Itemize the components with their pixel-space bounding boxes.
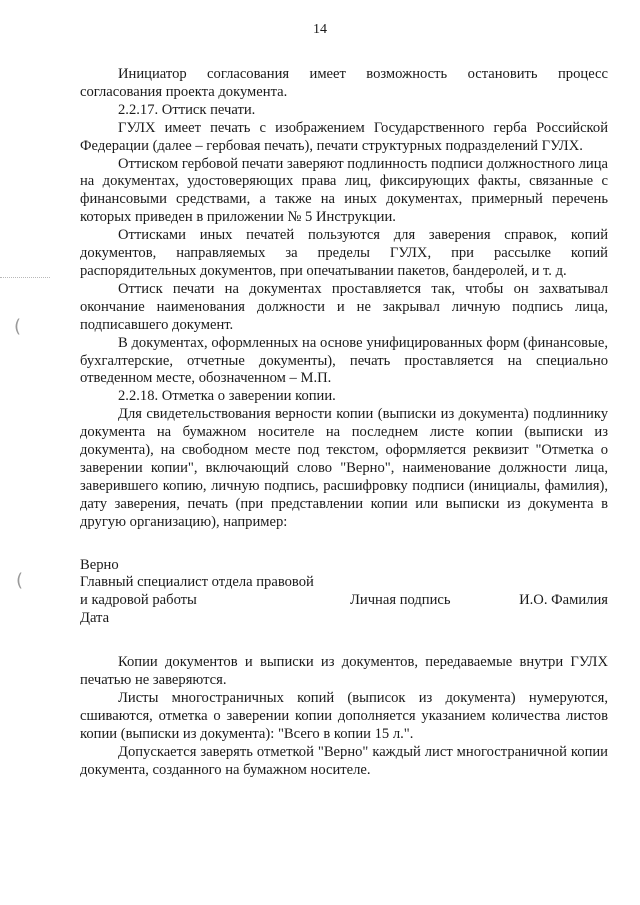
- example-line: [80, 592, 608, 610]
- paragraph: Инициатор согласования имеет возможность остановить процесс согласования проекта документа.: [80, 66, 608, 100]
- paragraph: В документах, оформленных на основе унифицированных форм (финансовые, бухгалтерские, отчетные документы), печать проставляется на специально отведенном месте, обозначенном – М.П.: [80, 334, 608, 387]
- example-position: и кадровой работы: [80, 592, 197, 609]
- scan-bracket-mark: (: [16, 570, 24, 591]
- scan-bracket-mark: (: [14, 316, 22, 337]
- paragraph: Копии документов и выписки из документов, передаваемые внутри ГУЛХ печатью не заверяются.: [80, 654, 608, 689]
- paragraph: Оттисками иных печатей пользуются для заверения справок, копий документов, направляемых за пределы ГУЛХ, при рассылке копий распорядительных документов, при опечатывании пакетов, бандеролей, и т. д.: [80, 227, 608, 279]
- example-line: [80, 610, 608, 628]
- example-name: И.О. Фамилия: [519, 592, 608, 609]
- paragraph: Листы многостраничных копий (выписок из документа) нумеруются, сшиваются, отметка о заверении копии дополняется указанием количества листов копии (выписки из документа): "Всего в копии 15 л.".: [80, 690, 608, 742]
- paragraph: ГУЛХ имеет печать с изображением Государственного герба Российской Федерации (далее – гербовая печать), печати структурных подразделений ГУЛХ.: [80, 119, 608, 154]
- paragraph: Допускается заверять отметкой "Верно" каждый лист многостраничной копии документа, созданного на бумажном носителе.: [80, 743, 608, 778]
- example-signature: Личная подпись: [350, 592, 451, 609]
- scan-dotted-mark: [0, 277, 50, 278]
- example-line: [80, 574, 608, 592]
- example-line: [80, 557, 608, 575]
- example-verno: Верно: [80, 556, 119, 573]
- document-body: [80, 66, 608, 780]
- paragraph: Оттиск печати на документах проставляется так, чтобы он захватывал окончание наименования должности и не закрывал личную подпись лица, подписавшего документ.: [80, 280, 608, 333]
- section-heading: 2.2.18. Отметка о заверении копии.: [118, 388, 336, 405]
- certification-example: [80, 557, 608, 629]
- example-date: Дата: [80, 610, 110, 627]
- example-position: Главный специалист отдела правовой: [80, 574, 314, 591]
- paragraph: Для свидетельствования верности копии (выписки из документа) подлиннику документа на бумажном носителе на последнем листе копии (выписки из документа), на свободном месте под текстом, оформляется реквизит "Отметка о заверении копии", включающий слово "Верно", наименование должности лица, заверившего копию, личную подпись, расшифровку подписи (инициалы, фамилия), дату заверения, печать (при представлении копии или выписки из документа в другую организацию), например:: [80, 406, 608, 530]
- paragraph: Оттиском гербовой печати заверяют подлинность подписи должностного лица на документах, удостоверяющих права лиц, фиксирующих факты, связанные с финансовыми средствами, а также на иных документах, примерный перечень которых приведен в приложении № 5 Инструкции.: [80, 155, 608, 226]
- section-heading: 2.2.17. Оттиск печати.: [118, 101, 256, 118]
- page-number: 14: [313, 22, 327, 37]
